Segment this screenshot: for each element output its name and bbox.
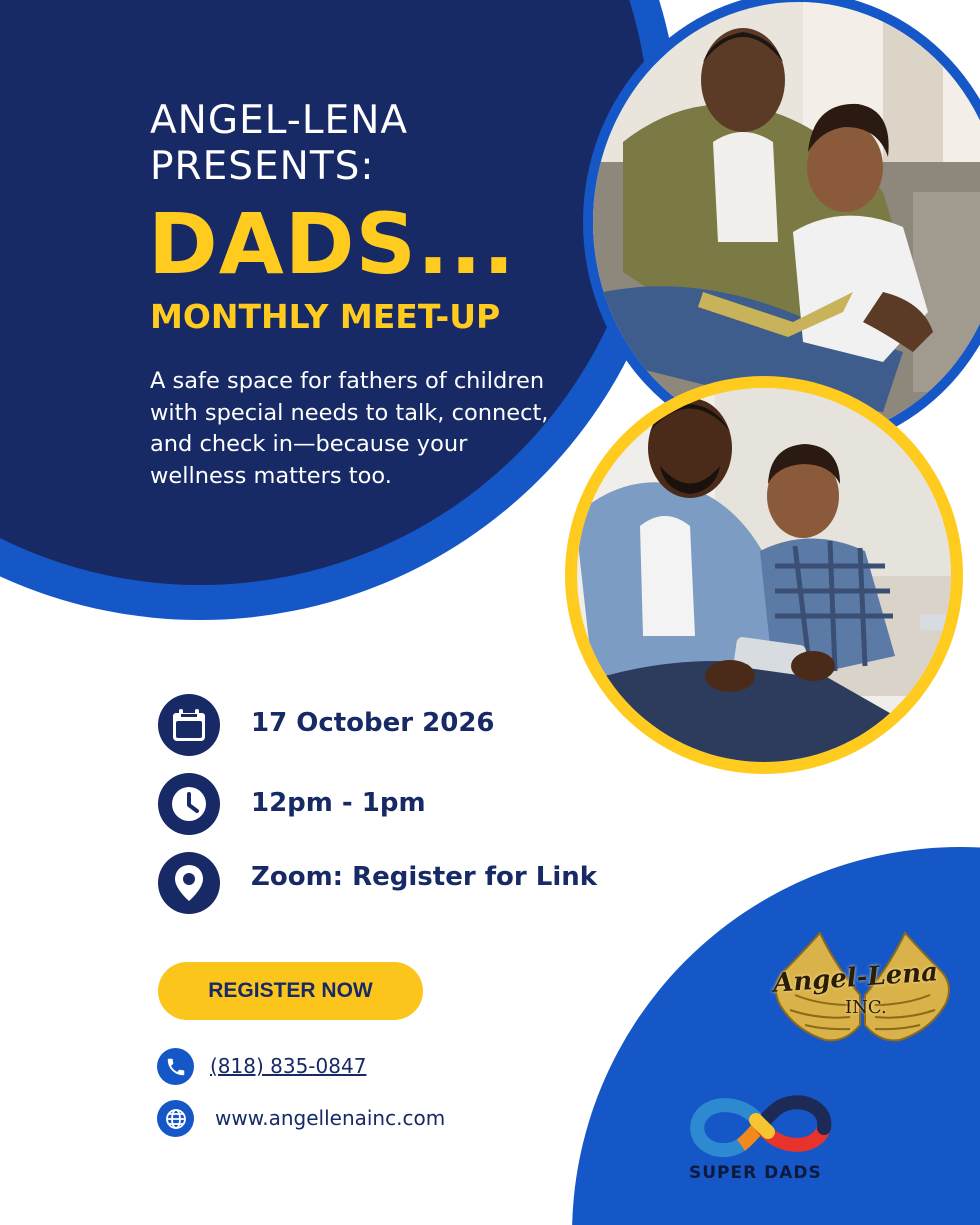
- globe-icon: [157, 1100, 194, 1137]
- phone-icon: [157, 1048, 194, 1085]
- presenter-heading: [150, 98, 590, 190]
- presenter-line-1: ANGEL-LENA: [150, 98, 409, 143]
- location-pin-icon: [158, 852, 220, 914]
- bottom-photo-circle: [565, 376, 963, 774]
- register-now-button[interactable]: REGISTER NOW: [158, 962, 423, 1020]
- infinity-puzzle-icon: [686, 1090, 836, 1160]
- event-title: DADS...: [148, 195, 516, 293]
- event-time: 12pm - 1pm: [251, 788, 426, 818]
- calendar-icon: [158, 694, 220, 756]
- angel-lena-logo: [765, 925, 960, 1050]
- event-description: A safe space for fathers of children with special needs to talk, connect, and check in—because your wellness matters too.: [150, 368, 549, 489]
- father-son-phone-photo: [565, 376, 963, 774]
- super-dads-text: SUPER DADS: [689, 1163, 822, 1183]
- angel-lena-logo-suffix: INC.: [845, 997, 887, 1018]
- website-link[interactable]: www.angellenainc.com: [215, 1106, 446, 1130]
- presenter-line-2: PRESENTS:: [150, 144, 375, 189]
- phone-number-link[interactable]: (818) 835-0847: [210, 1054, 367, 1078]
- event-location: Zoom: Register for Link: [251, 862, 598, 892]
- angel-lena-logo-script: Angel-Lena: [772, 957, 939, 999]
- event-subtitle: MONTHLY MEET-UP: [150, 297, 501, 336]
- clock-icon: [158, 773, 220, 835]
- super-dads-logo: [686, 1090, 836, 1185]
- event-date: 17 October 2026: [251, 708, 495, 738]
